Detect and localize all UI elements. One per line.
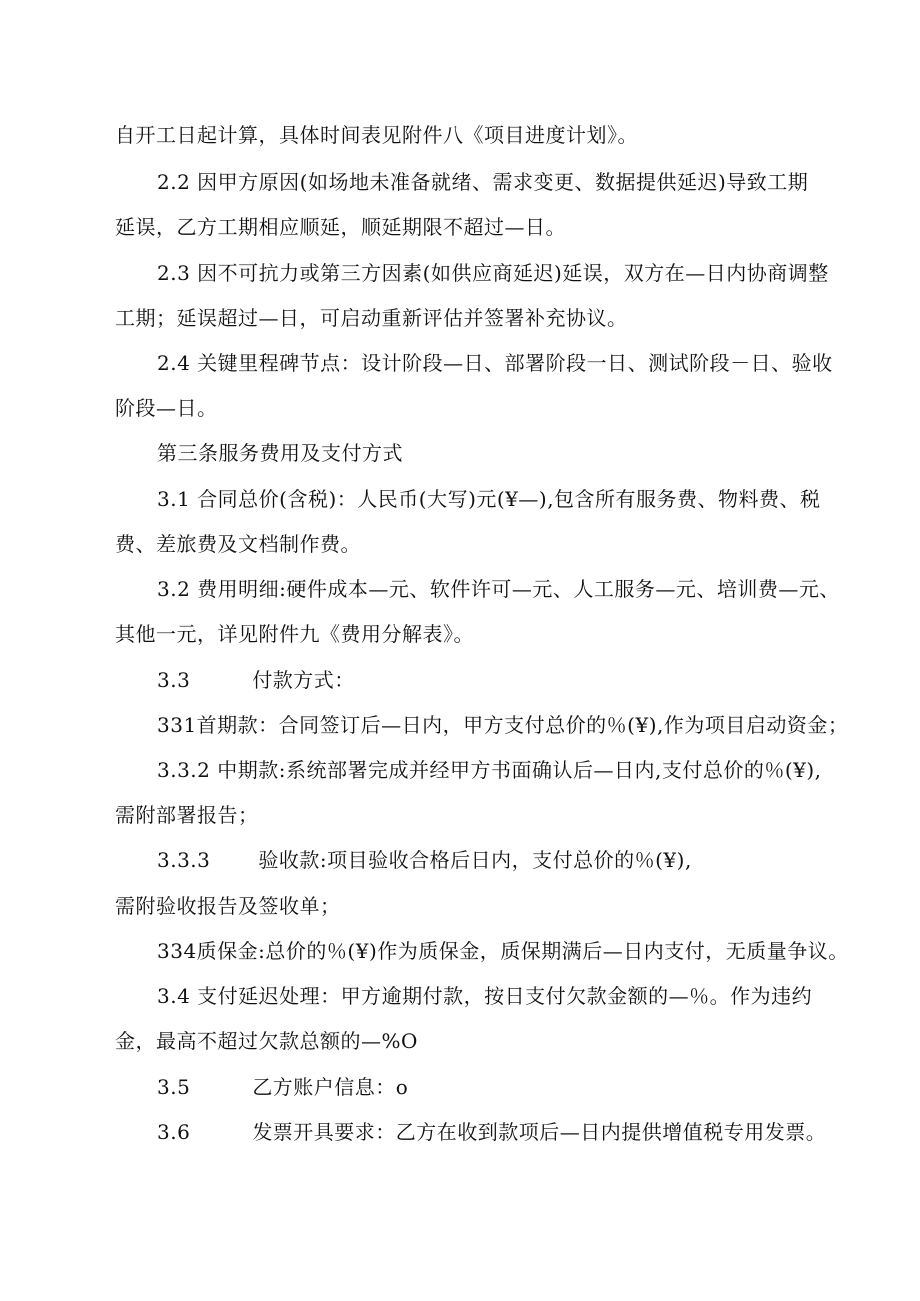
paragraph-line [157, 1119, 826, 1145]
paragraph-line: 331首期款：合同签订后—日内，甲方支付总价的％(¥),作为项目启动资金； [157, 713, 849, 737]
paragraph-line: 费、差旅费及文档制作费。 [115, 532, 361, 556]
section-number: 3.5 [157, 1075, 191, 1099]
paragraph-line: 需附验收报告及签收单； [115, 894, 341, 918]
section-number: 3.6 [157, 1120, 191, 1144]
paragraph-line: 延误，乙方工期相应顺延，顺延期限不超过—日。 [115, 215, 566, 239]
paragraph-line: 金，最高不超过欠款总额的—%O [115, 1029, 418, 1053]
section-number: 3.3 [157, 668, 191, 692]
paragraph-line [157, 667, 355, 693]
paragraph-line: 需附部署报告； [115, 803, 259, 827]
paragraph-line [157, 1074, 408, 1100]
paragraph-line: 其他一元，详见附件九《费用分解表》。 [115, 622, 474, 646]
paragraph-line: 阶段—日。 [115, 396, 218, 420]
section-heading: 第三条服务费用及支付方式 [157, 441, 403, 465]
section-number: 3.3.3 [157, 848, 211, 872]
paragraph-line: 工期；延误超过—日，可启动重新评估并签署补充协议。 [115, 306, 628, 330]
paragraph-text: 验收款:项目验收合格后日内，支付总价的％(¥), [258, 848, 692, 872]
paragraph-line: 3.4 支付延迟处理：甲方逾期付款，按日支付欠款金额的—％。作为违约 [157, 984, 813, 1008]
paragraph-line: 3.3.2 中期款:系统部署完成并经甲方书面确认后—日内,支付总价的％(¥), [157, 758, 822, 782]
paragraph-line: 自开工日起计算，具体时间表见附件八《项目进度计划》。 [115, 123, 638, 147]
paragraph-line: 2.4 关键里程碑节点：设计阶段—日、部署阶段一日、测试阶段－日、验收 [157, 351, 833, 375]
paragraph-text: 乙方账户信息：o [252, 1075, 409, 1099]
paragraph-text: 发票开具要求：乙方在收到款项后—日内提供增值税专用发票。 [252, 1120, 827, 1144]
paragraph-line [157, 847, 692, 873]
paragraph-line: 3.1 合同总价(含税)：人民币(大写)元(¥—),包含所有服务费、物料费、税 [157, 487, 821, 511]
paragraph-line: 3.2 费用明细:硬件成本—元、软件许可—元、人工服务—元、培训费—元、 [157, 577, 840, 601]
paragraph-line: 334质保金:总价的％(¥)作为质保金，质保期满后—日内支付，无质量争议。 [157, 939, 849, 963]
paragraph-text: 付款方式： [252, 668, 355, 692]
paragraph-line: 2.3 因不可抗力或第三方因素(如供应商延迟)延误，双方在—日内协商调整 [157, 261, 829, 285]
paragraph-line: 2.2 因甲方原因(如场地未准备就绪、需求变更、数据提供延迟)导致工期 [157, 170, 809, 194]
